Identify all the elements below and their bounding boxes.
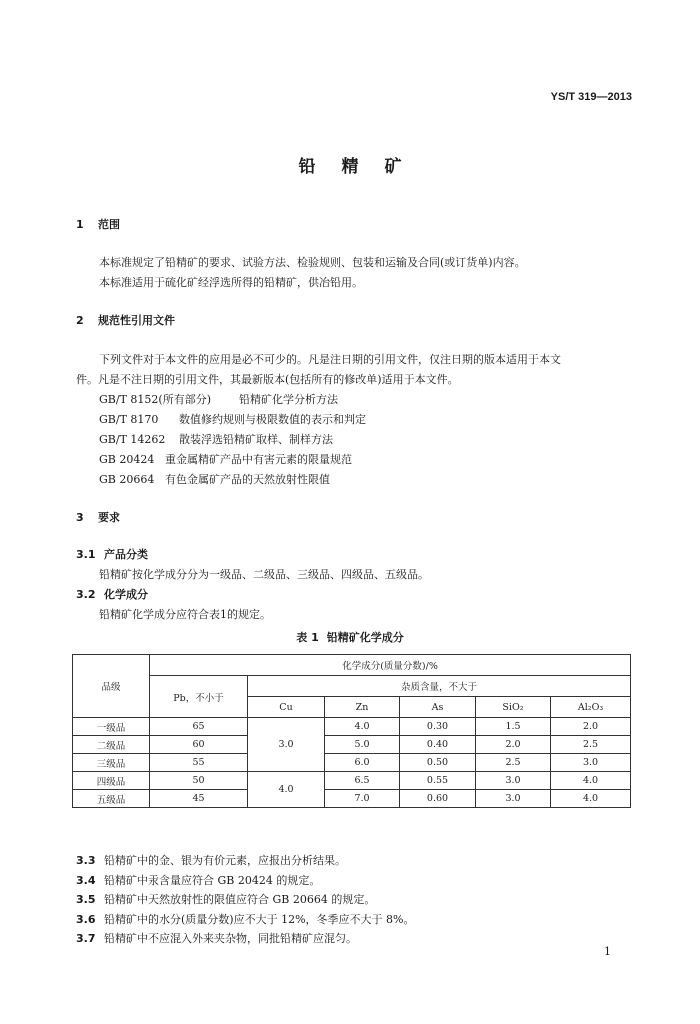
reference-title: 有色金属矿产品的天然放射性限值 (165, 473, 330, 486)
reference-title: 散装浮选铅精矿取样、制样方法 (179, 433, 333, 446)
cell-cu: 4.0 (248, 772, 325, 808)
reference-item (99, 451, 352, 467)
section-3-heading (76, 509, 120, 525)
clause-number: 3.5 (76, 893, 96, 906)
header-impurity: 杂质含量，不大于 (248, 676, 631, 697)
cell-zn: 6.5 (325, 772, 400, 790)
reference-item (99, 431, 333, 447)
cell-grade: 二级品 (73, 736, 150, 754)
header-composition: 化学成分(质量分数)/% (150, 655, 631, 676)
reference-title: 重金属精矿产品中有害元素的限量规范 (165, 453, 352, 466)
cell-as: 0.40 (400, 736, 476, 754)
section-title: 规范性引用文件 (98, 314, 175, 327)
cell-grade: 三级品 (73, 754, 150, 772)
paragraph: 铅精矿化学成分应符合表1的规定。 (99, 608, 271, 621)
section-number: 1 (76, 218, 84, 231)
section-number: 3 (76, 511, 84, 524)
clause-text: 铅精矿中汞含量应符合 GB 20424 的规定。 (104, 874, 321, 887)
subsection-heading (76, 586, 148, 602)
cell-al2o3: 3.0 (551, 754, 631, 772)
table-caption-title: 铅精矿化学成分 (326, 631, 404, 644)
clause-text: 铅精矿中的水分(质量分数)应不大于 12%，冬季应不大于 8%。 (104, 913, 415, 926)
cell-grade: 一级品 (73, 718, 150, 736)
clause-text: 铅精矿中不应混入外来夹杂物，同批铅精矿应混匀。 (104, 932, 357, 945)
cell-al2o3: 4.0 (551, 790, 631, 808)
header-cu: Cu (248, 697, 325, 718)
cell-pb: 60 (150, 736, 248, 754)
clause-number: 3.3 (76, 854, 96, 867)
cell-as: 0.30 (400, 718, 476, 736)
cell-sio2: 3.0 (476, 790, 551, 808)
table-header-row (73, 655, 631, 676)
paragraph: 铅精矿按化学成分分为一级品、二级品、三级品、四级品、五级品。 (99, 568, 429, 581)
section-1-heading (76, 216, 120, 232)
paragraph: 本标准规定了铅精矿的要求、试验方法、检验规则、包装和运输及合同(或订货单)内容。 (99, 256, 526, 269)
reference-title: 数值修约规则与极限数值的表示和判定 (179, 413, 366, 426)
header-al2o3: Al₂O₃ (551, 697, 631, 718)
reference-title: 铅精矿化学分析方法 (239, 393, 338, 406)
clause-number: 3.4 (76, 874, 96, 887)
reference-code: GB 20664 (99, 473, 155, 486)
subsection-number: 3.1 (76, 548, 96, 561)
cell-zn: 6.0 (325, 754, 400, 772)
cell-sio2: 2.0 (476, 736, 551, 754)
document-title: 铅精矿 (298, 157, 428, 177)
cell-as: 0.55 (400, 772, 476, 790)
table-header-row (73, 676, 631, 697)
cell-grade: 五级品 (73, 790, 150, 808)
reference-item (99, 391, 338, 407)
header-zn: Zn (325, 697, 400, 718)
cell-zn: 7.0 (325, 790, 400, 808)
standard-number: YS/T 319—2013 (550, 91, 632, 103)
section-title: 范围 (98, 218, 120, 231)
cell-cu: 3.0 (248, 718, 325, 772)
header-sio2: SiO₂ (476, 697, 551, 718)
header-grade: 品级 (73, 655, 150, 718)
table-caption (0, 629, 700, 645)
reference-code: GB/T 14262 (99, 433, 166, 446)
reference-item (99, 471, 330, 487)
cell-al2o3: 2.0 (551, 718, 631, 736)
page-number: 1 (604, 945, 611, 958)
clause (76, 930, 357, 946)
section-number: 2 (76, 314, 84, 327)
header-as: As (400, 697, 476, 718)
table-row (73, 736, 631, 754)
cell-zn: 5.0 (325, 736, 400, 754)
cell-sio2: 2.5 (476, 754, 551, 772)
cell-sio2: 1.5 (476, 718, 551, 736)
cell-al2o3: 2.5 (551, 736, 631, 754)
reference-code: GB/T 8170 (99, 413, 159, 426)
cell-as: 0.60 (400, 790, 476, 808)
clause (76, 872, 320, 888)
header-pb: Pb，不小于 (150, 676, 248, 718)
reference-code: GB/T 8152(所有部分) (99, 393, 211, 406)
subsection-title: 产品分类 (104, 548, 148, 561)
clause-text: 铅精矿中的金、银为有价元素，应报出分析结果。 (104, 854, 346, 867)
table-row (73, 772, 631, 790)
subsection-heading (76, 546, 148, 562)
cell-al2o3: 4.0 (551, 772, 631, 790)
paragraph: 本标准适用于硫化矿经浮选所得的铅精矿，供冶铅用。 (99, 276, 363, 289)
table-row (73, 754, 631, 772)
table-row (73, 718, 631, 736)
clause-text: 铅精矿中天然放射性的限值应符合 GB 20664 的规定。 (104, 893, 376, 906)
clause-number: 3.7 (76, 932, 96, 945)
clause (76, 891, 375, 907)
reference-item (99, 411, 366, 427)
clause (76, 911, 414, 927)
cell-zn: 4.0 (325, 718, 400, 736)
cell-pb: 55 (150, 754, 248, 772)
table-row (73, 790, 631, 808)
reference-code: GB 20424 (99, 453, 155, 466)
paragraph: 下列文件对于本文件的应用是必不可少的。凡是注日期的引用文件，仅注日期的版本适用于本文 (99, 353, 561, 366)
subsection-title: 化学成分 (104, 588, 148, 601)
table-caption-label: 表 1 (296, 631, 319, 644)
chemical-composition-table (72, 654, 631, 808)
clause-number: 3.6 (76, 913, 96, 926)
section-2-heading (76, 312, 175, 328)
clause (76, 852, 346, 868)
cell-as: 0.50 (400, 754, 476, 772)
subsection-number: 3.2 (76, 588, 96, 601)
cell-grade: 四级品 (73, 772, 150, 790)
cell-pb: 50 (150, 772, 248, 790)
paragraph: 件。凡是不注日期的引用文件，其最新版本(包括所有的修改单)适用于本文件。 (76, 373, 459, 386)
cell-sio2: 3.0 (476, 772, 551, 790)
cell-pb: 65 (150, 718, 248, 736)
cell-pb: 45 (150, 790, 248, 808)
section-title: 要求 (98, 511, 120, 524)
